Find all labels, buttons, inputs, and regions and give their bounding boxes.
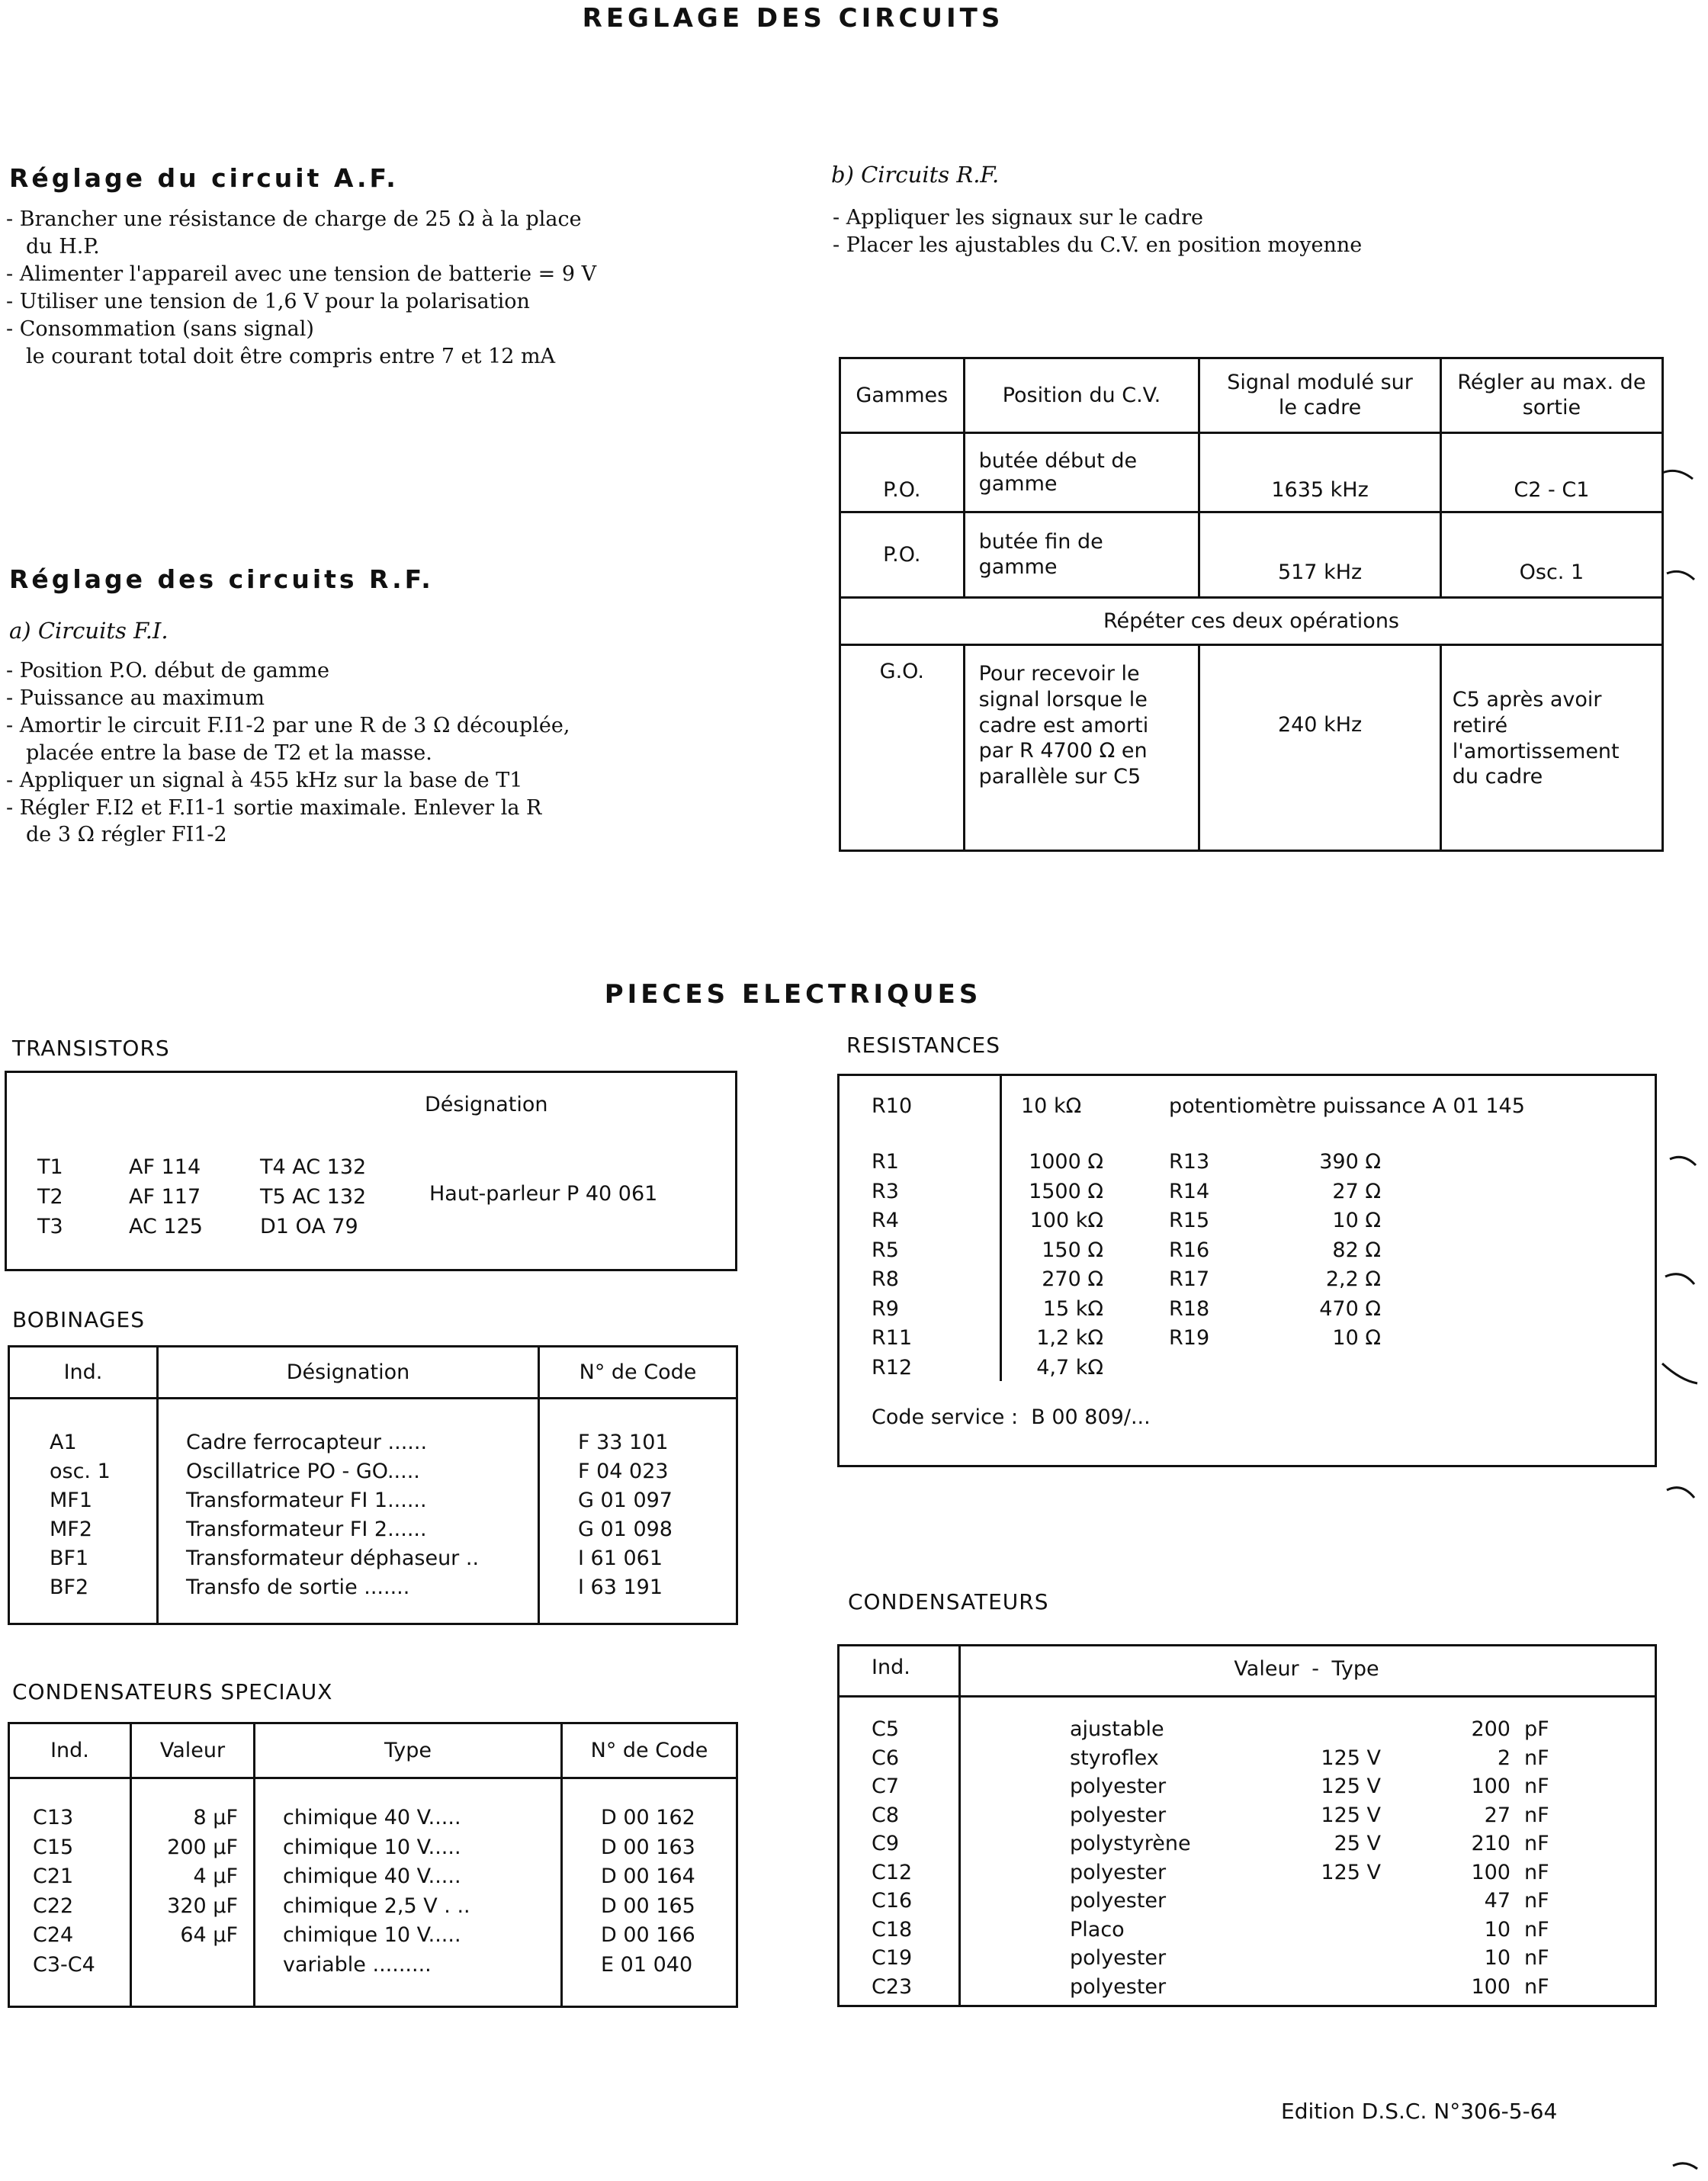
cond-ind: C5 [872,1717,900,1741]
res-val: 2,2 Ω [1325,1267,1381,1291]
cs-ind: C15 [33,1835,74,1859]
af-line: - Brancher une résistance de charge de 25 Ω à la place [6,207,582,231]
bob-desig: Transformateur déphaseur .. [186,1547,480,1570]
fi-line: - Position P.O. début de gamme [6,659,330,683]
cs-type: chimique 40 V..... [283,1806,461,1829]
cond-value: 210 [1471,1832,1511,1855]
res-ind: R13 [1169,1150,1210,1174]
transistors-box [5,1071,737,1271]
res-ind: R16 [1169,1238,1210,1262]
align-cell: C2 - C1 [1440,433,1662,512]
cond-ind-col [872,1715,912,2001]
cond-value: 10 [1484,1946,1511,1970]
cond-unit: nF [1524,1946,1549,1970]
res-val: 270 Ω [1042,1267,1103,1291]
res-val: 100 kΩ [1029,1209,1103,1232]
bob-ind: MF2 [50,1518,93,1541]
rfc-line: - Appliquer les signaux sur le cadre [833,206,1204,230]
bob-desig: Transformateur FI 2...... [186,1518,427,1541]
res-ind: R5 [872,1238,899,1262]
cond-type: styroflex [1070,1746,1159,1770]
cs-header: Valeur [131,1723,255,1778]
cs-type-col [255,1778,562,2007]
cond-type: polyester [1070,1860,1167,1884]
cond-value: 100 [1471,1860,1511,1884]
bob-header: Désignation [158,1347,539,1399]
res-ind: R8 [872,1267,899,1291]
cond-value-col [1419,1715,1511,2001]
resistances-box [837,1074,1657,1467]
cond-value: 200 [1471,1717,1511,1741]
cs-code: D 00 163 [601,1835,695,1859]
bob-ind: BF2 [50,1576,89,1599]
res-ind: R3 [872,1179,899,1203]
cond-speciaux-table [8,1722,738,2008]
cond-unit: nF [1524,1917,1549,1942]
cs-code: E 01 040 [601,1952,693,1977]
fi-line: de 3 Ω régler FI1-2 [26,823,227,847]
condensateurs-label: CONDENSATEURS [848,1589,1049,1614]
res-ind: R18 [1169,1296,1210,1321]
cond-ind: C6 [872,1746,900,1770]
res-r10-desc: potentiomètre puissance A 01 145 [1169,1094,1525,1118]
align-cell: G.O. [840,645,965,851]
res-val: 1500 Ω [1029,1179,1103,1203]
cond-type-col [1070,1715,1191,2001]
cs-header: N° de Code [562,1723,737,1778]
align-cell: 517 kHz [1199,512,1440,598]
alignment-table [839,357,1664,852]
res-ind: R15 [1169,1209,1210,1232]
align-header-position: Position du C.V. [964,358,1199,433]
align-header-gammes: Gammes [840,358,965,433]
bob-ind: osc. 1 [50,1460,111,1483]
bob-desig: Transfo de sortie ....... [186,1576,410,1599]
cs-code: D 00 162 [601,1806,695,1829]
resistances-label: RESISTANCES [846,1033,1000,1058]
bob-code: I 63 191 [578,1576,663,1599]
bob-header: N° de Code [539,1347,737,1399]
bob-code: G 01 098 [578,1518,673,1541]
margin-mark [1667,1488,1694,1498]
bob-header: Ind. [9,1347,158,1399]
af-heading: Réglage du circuit A.F. [9,163,399,193]
margin-marks [1639,427,1708,2181]
af-instructions [6,206,761,370]
cond-unit-col [1524,1715,1549,2001]
cs-code-col [562,1778,737,2007]
cond-value: 47 [1484,1889,1511,1913]
cs-ind: C22 [33,1894,74,1918]
fi-line: - Régler F.I2 et F.I1-1 sortie maximale. Enlever la R [6,795,542,820]
cs-code: D 00 165 [601,1894,695,1918]
bob-code-col [539,1399,737,1624]
bob-desig: Transformateur FI 1...... [186,1489,427,1512]
cond-header-valeur: Valeur - Type [1234,1657,1379,1681]
cond-type: Placo [1070,1917,1125,1942]
cond-unit: nF [1524,1803,1549,1827]
cs-ind-col [9,1778,131,2007]
cs-ind: C13 [33,1806,74,1829]
bob-ind: A1 [50,1431,77,1454]
res-val: 4,7 kΩ [1036,1355,1103,1380]
transistors-label: TRANSISTORS [12,1036,170,1061]
bob-code: F 04 023 [578,1460,669,1483]
rfc-line: - Placer les ajustables du C.V. en position moyenne [833,233,1363,257]
bob-ind-col [9,1399,158,1624]
cond-type: polystyrène [1070,1832,1191,1855]
bob-ind: BF1 [50,1547,89,1570]
res-ind: R1 [872,1150,899,1174]
af-line: - Alimenter l'appareil avec une tension de batterie = 9 V [6,262,597,286]
cond-type: polyester [1070,1946,1167,1970]
cs-type: chimique 10 V..... [283,1923,461,1947]
align-header-regler: Régler au max. de sortie [1440,358,1662,433]
cond-voltage: 25 V [1334,1832,1381,1855]
bob-code: I 61 061 [578,1547,663,1570]
cond-ind: C7 [872,1775,900,1798]
margin-mark [1662,471,1693,479]
res-right-ind-col [1169,1148,1209,1354]
align-cell: butée début de gamme [964,433,1199,512]
res-code-service: Code service : B 00 809/... [872,1405,1151,1429]
res-val: 27 Ω [1332,1179,1381,1203]
rfc-instructions [833,204,1687,259]
res-val: 10 Ω [1332,1326,1381,1350]
cond-header-ind: Ind. [872,1656,910,1679]
cond-unit: nF [1524,1974,1549,1999]
cond-voltage: 125 V [1321,1775,1381,1798]
cond-unit: nF [1524,1832,1549,1855]
cond-voltage: 125 V [1321,1803,1381,1827]
transistors-designation-header: Désignation [425,1093,548,1116]
cond-type: polyester [1070,1803,1167,1827]
cs-code: D 00 166 [601,1923,695,1947]
cs-header: Type [255,1723,562,1778]
cs-header: Ind. [9,1723,131,1778]
res-ind: R19 [1169,1326,1210,1350]
bobinages-table [8,1345,738,1625]
transistors-list [37,1152,366,1241]
cond-voltage-col [1206,1715,1381,1887]
parts-title: PIECES ELECTRIQUES [604,979,982,1010]
cs-val: 8 µF [193,1806,238,1829]
res-right-val-col [1267,1148,1381,1354]
cond-value: 100 [1471,1775,1511,1798]
speaker-designation: Haut-parleur P 40 061 [429,1182,658,1206]
cond-value: 10 [1484,1917,1511,1942]
cs-ind: C24 [33,1923,74,1947]
cs-val: 64 µF [180,1923,238,1947]
res-val: 470 Ω [1319,1296,1381,1321]
cond-value: 100 [1471,1974,1511,1999]
cond-value: 2 [1497,1746,1511,1770]
margin-mark [1667,571,1694,580]
cs-val: 320 µF [167,1894,238,1918]
cond-unit: nF [1524,1746,1549,1770]
cond-voltage: 125 V [1321,1746,1381,1770]
res-val: 1,2 kΩ [1036,1326,1103,1350]
res-val: 10 Ω [1332,1209,1381,1232]
align-cell: Pour recevoir le signal lorsque le cadre est amorti par R 4700 Ω en parallèle sur C5 [964,645,1199,851]
align-cell: P.O. [840,433,965,512]
bob-desig: Oscillatrice PO - GO..... [186,1460,420,1483]
res-r10-ind: R10 [872,1094,913,1118]
bob-desig: Cadre ferrocapteur ...... [186,1431,428,1454]
align-cell: P.O. [840,512,965,598]
page-title: REGLAGE DES CIRCUITS [582,3,1004,34]
res-val: 82 Ω [1332,1238,1381,1262]
cs-ind: C3-C4 [33,1952,95,1977]
res-ind: R14 [1169,1179,1210,1203]
cond-type: polyester [1070,1974,1167,1999]
res-left-val-col [992,1148,1103,1383]
margin-mark [1662,1364,1697,1383]
margin-mark [1665,1274,1694,1284]
cond-voltage: 125 V [1321,1860,1381,1884]
cond-unit: nF [1524,1860,1549,1884]
bob-desig-col [158,1399,539,1624]
bob-code: F 33 101 [578,1431,669,1454]
cond-voltage [1206,1715,1381,1744]
rf-heading: Réglage des circuits R.F. [9,564,434,594]
fi-subheading: a) Circuits F.I. [9,618,169,644]
cond-speciaux-label: CONDENSATEURS SPECIAUX [12,1679,333,1704]
cond-unit: pF [1524,1717,1549,1741]
cs-code: D 00 164 [601,1865,695,1888]
cs-type: chimique 40 V..... [283,1865,461,1888]
cs-type: variable ......... [283,1952,432,1977]
res-ind: R4 [872,1209,899,1232]
condensateurs-box [837,1644,1657,2007]
res-val: 1000 Ω [1029,1150,1103,1174]
cond-ind: C8 [872,1803,900,1827]
res-val: 150 Ω [1042,1238,1103,1262]
align-header-signal: Signal modulé sur le cadre [1199,358,1440,433]
transistor-row: T1 AF 114 T4 AC 132 [37,1155,367,1179]
res-ind: R11 [872,1326,913,1350]
cs-val [132,1951,238,1980]
cond-type: ajustable [1070,1717,1164,1741]
cs-type: chimique 2,5 V . .. [283,1894,470,1918]
align-cell: Osc. 1 [1440,512,1662,598]
fi-instructions [6,657,761,849]
bobinages-label: BOBINAGES [12,1307,145,1332]
cond-unit: nF [1524,1775,1549,1798]
align-cell: C5 après avoir retiré l'amortissement du cadre [1440,645,1662,851]
transistor-row: T2 AF 117 T5 AC 132 [37,1185,367,1209]
transistor-row: T3 AC 125 D1 OA 79 [37,1215,358,1238]
fi-line: - Amortir le circuit F.I1-2 par une R de 3 Ω découplée, [6,713,570,737]
cs-type: chimique 10 V..... [283,1835,461,1859]
align-cell: 240 kHz [1199,645,1440,851]
cs-val: 200 µF [167,1835,238,1859]
cond-ind: C9 [872,1832,900,1855]
cond-ind: C18 [872,1917,913,1942]
cs-ind: C21 [33,1865,74,1888]
cond-type: polyester [1070,1775,1167,1798]
cond-type: polyester [1070,1889,1167,1913]
margin-mark [1670,1157,1696,1165]
cs-val-col [131,1778,255,2007]
cond-value: 27 [1484,1803,1511,1827]
edition-footer: Edition D.S.C. N°306-5-64 [1281,2099,1558,2124]
res-val: 15 kΩ [1042,1296,1103,1321]
af-line: - Utiliser une tension de 1,6 V pour la polarisation [6,289,530,313]
cond-ind: C19 [872,1946,913,1970]
cond-unit: nF [1524,1889,1549,1913]
margin-mark [1673,2163,1697,2169]
af-line: - Consommation (sans signal) [6,316,314,341]
rfc-subheading: b) Circuits R.F. [831,162,1000,188]
res-val: 390 Ω [1319,1150,1381,1174]
align-cell: butée fin de gamme [964,512,1199,598]
fi-line: - Puissance au maximum [6,686,265,710]
af-line: le courant total doit être compris entre 7 et 12 mA [26,344,556,368]
bob-ind: MF1 [50,1489,93,1512]
align-cell: 1635 kHz [1199,433,1440,512]
res-ind: R17 [1169,1267,1210,1291]
res-r10-val: 10 kΩ [1021,1094,1082,1118]
fi-line: placée entre la base de T2 et la masse. [26,740,432,765]
cs-val: 4 µF [193,1865,238,1888]
cond-ind: C16 [872,1889,913,1913]
fi-line: - Appliquer un signal à 455 kHz sur la base de T1 [6,768,523,792]
res-ind: R12 [872,1355,913,1380]
res-ind: R9 [872,1296,899,1321]
af-line: du H.P. [26,234,100,259]
cond-ind: C12 [872,1860,913,1884]
res-left-ind-col [872,1148,912,1383]
align-repeat-note: Répéter ces deux opérations [840,598,1663,645]
bob-code: G 01 097 [578,1489,673,1512]
cond-ind: C23 [872,1974,913,1999]
